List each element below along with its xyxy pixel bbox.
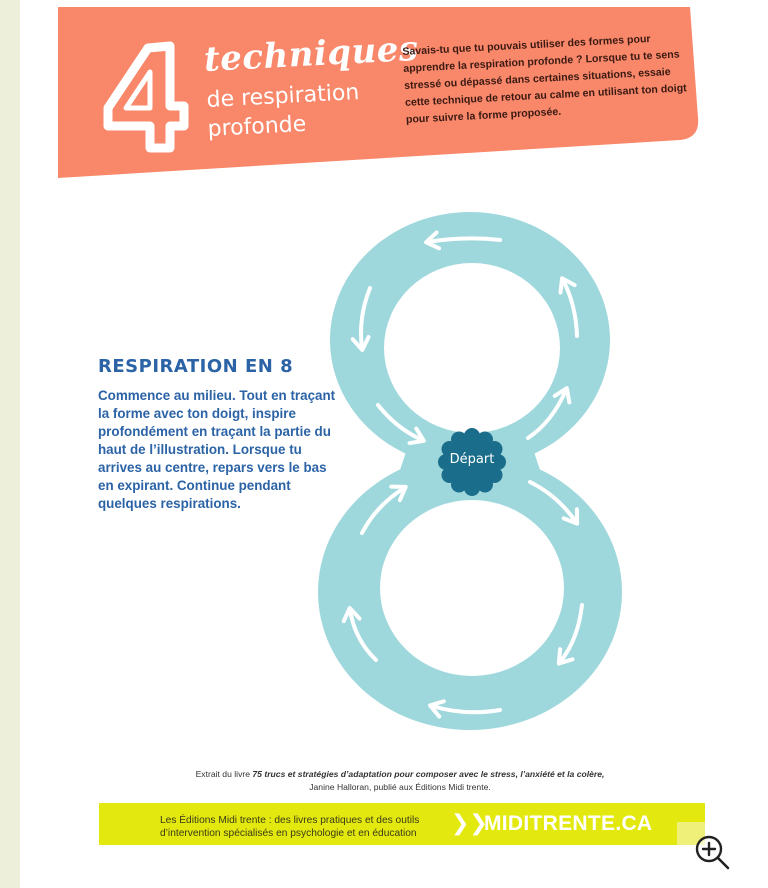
credit-book-title: 75 trucs et stratégies d’adaptation pour composer avec le stress, l’anxiété et la colère, [252,769,605,779]
publisher-tagline [160,814,440,840]
tagline-line-2: d’intervention spécialisés en psychologie et en éducation [160,828,417,839]
start-badge-label: Départ [449,452,495,467]
double-chevron-icon: ❯❯ [451,811,488,836]
title-line-2: profonde [207,111,307,142]
tagline-line-1: Les Éditions Midi trente : des livres pratiques et des outils [160,815,420,826]
credit-prefix: Extrait du livre [195,769,253,779]
book-credit [150,768,650,794]
section-title: RESPIRATION EN 8 [98,356,294,377]
figure-eight-illustration [300,200,640,740]
intro-paragraph: Savais-tu que tu pouvais utiliser des formes pour apprendre la respiration profonde ? Lorsque tu te sens stressé ou dépassé dans certaines situations, essaie cette technique de retour au calme en utilisant ton doigt pour suivre la forme proposée. [402,32,687,126]
section-instructions: Commence au milieu. Tout en traçant la forme avec ton doigt, inspire profondément en traçant la partie du haut de l’illustration. Lorsque tu arrives au centre, repars vers le bas en expirant. Continue pendant quelques respirations. [98,388,336,511]
number-four-logo [100,38,192,156]
zoom-in-icon[interactable] [692,832,732,872]
title-techniques: techniques [203,28,420,80]
title-line-1: de respiration [206,80,360,113]
credit-author: Janine Halloran, publié aux Éditions Midi trente. [309,782,491,792]
publisher-url-link[interactable]: MIDITRENTE.CA [484,812,653,835]
